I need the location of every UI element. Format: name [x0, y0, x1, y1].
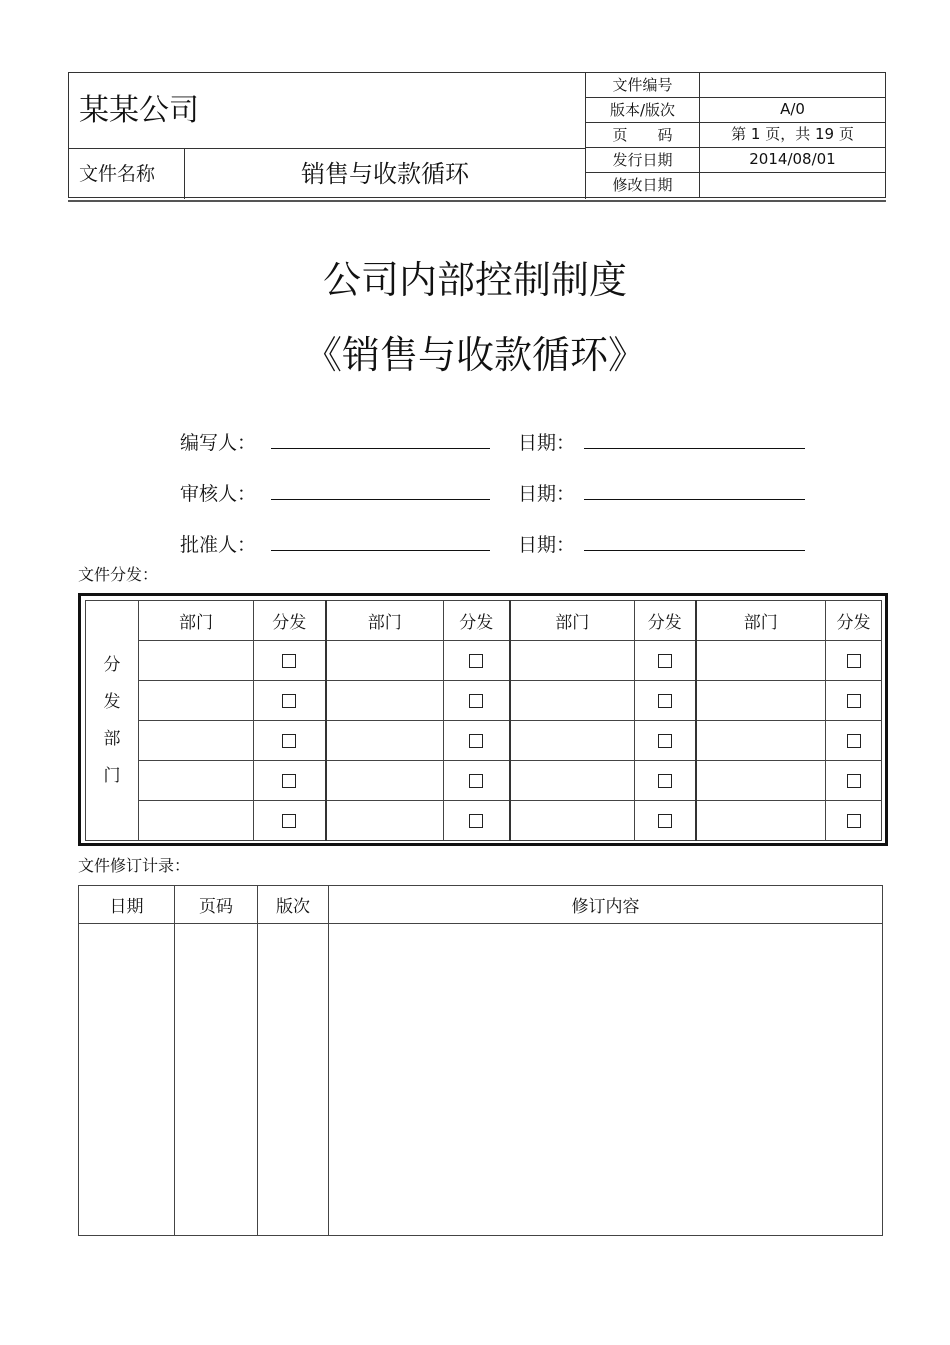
dist-cell: [444, 721, 510, 761]
dept-cell[interactable]: [326, 721, 444, 761]
dist-cell: [635, 721, 696, 761]
checkbox[interactable]: [847, 734, 861, 748]
author-date-label: 日期：: [518, 432, 576, 454]
company-name: 某某公司: [69, 73, 586, 149]
signature-row-author: [180, 428, 820, 458]
meta-key: 版本/版次: [586, 98, 700, 122]
dept-cell[interactable]: [696, 681, 826, 721]
checkbox[interactable]: [282, 814, 296, 828]
meta-value: [700, 73, 885, 97]
meta-value: [700, 173, 885, 198]
dist-cell: [635, 641, 696, 681]
reviewer-label: 审核人：: [180, 483, 257, 505]
dist-cell: [254, 681, 326, 721]
revision-table: [78, 885, 883, 1236]
meta-row-file-number: [586, 73, 885, 98]
revision-cell-version[interactable]: [258, 924, 329, 1236]
dept-cell[interactable]: [696, 801, 826, 841]
meta-key: 文件编号: [586, 73, 700, 97]
dept-cell[interactable]: [139, 801, 254, 841]
dept-header: 部门: [696, 601, 826, 641]
dept-cell[interactable]: [326, 761, 444, 801]
file-name-label: 文件名称: [69, 149, 185, 199]
dist-cell: [635, 801, 696, 841]
dist-cell: [826, 681, 882, 721]
checkbox[interactable]: [282, 774, 296, 788]
header-underline: [68, 200, 886, 202]
meta-row-issue-date: [586, 148, 885, 173]
dept-header: 部门: [139, 601, 254, 641]
checkbox[interactable]: [282, 694, 296, 708]
dept-cell[interactable]: [139, 641, 254, 681]
document-header: [68, 72, 886, 198]
document-subtitle: 《销售与收款循环》: [303, 333, 646, 377]
meta-row-modify-date: [586, 173, 885, 198]
side-char: 发: [103, 691, 121, 712]
checkbox[interactable]: [469, 654, 483, 668]
dist-cell: [635, 761, 696, 801]
dept-header: 部门: [326, 601, 444, 641]
checkbox[interactable]: [658, 654, 672, 668]
side-char: 门: [103, 765, 121, 786]
revision-header-content: 修订内容: [329, 886, 883, 924]
dept-cell[interactable]: [696, 721, 826, 761]
distribution-section-label: 文件分发：: [78, 565, 159, 584]
revision-cell-date[interactable]: [79, 924, 175, 1236]
distribution-table-frame: [78, 593, 888, 846]
approver-date-label: 日期：: [518, 534, 576, 556]
revision-header-date: 日期: [79, 886, 175, 924]
checkbox[interactable]: [282, 734, 296, 748]
revision-header-page: 页码: [175, 886, 258, 924]
revision-cell-page[interactable]: [175, 924, 258, 1236]
checkbox[interactable]: [282, 654, 296, 668]
dist-cell: [444, 801, 510, 841]
dept-cell[interactable]: [510, 801, 635, 841]
checkbox[interactable]: [469, 734, 483, 748]
dist-cell: [254, 641, 326, 681]
checkbox[interactable]: [658, 734, 672, 748]
author-signature-line[interactable]: [271, 448, 490, 449]
dept-cell[interactable]: [139, 761, 254, 801]
side-char: 分: [103, 654, 121, 675]
meta-value: 第 1 页，共 19 页: [731, 125, 854, 143]
dist-cell: [826, 641, 882, 681]
dist-cell: [444, 641, 510, 681]
document-title: 公司内部控制制度: [322, 258, 627, 302]
checkbox[interactable]: [847, 654, 861, 668]
dist-header: 分发: [444, 601, 510, 641]
file-name-value: 销售与收款循环: [185, 149, 586, 199]
dist-cell: [254, 801, 326, 841]
reviewer-date-label: 日期：: [518, 483, 576, 505]
dept-cell[interactable]: [510, 761, 635, 801]
reviewer-signature-line[interactable]: [271, 499, 490, 500]
dist-cell: [826, 761, 882, 801]
dist-header: 分发: [826, 601, 882, 641]
dist-cell: [826, 801, 882, 841]
author-label: 编写人：: [180, 432, 257, 454]
dept-cell[interactable]: [696, 641, 826, 681]
dist-header: 分发: [254, 601, 326, 641]
dist-cell: [254, 761, 326, 801]
meta-row-page: [586, 123, 885, 148]
dept-cell[interactable]: [510, 641, 635, 681]
dept-cell[interactable]: [139, 721, 254, 761]
dept-cell[interactable]: [510, 721, 635, 761]
meta-value: A/0: [780, 100, 805, 118]
signature-row-approver: [180, 530, 820, 560]
dist-header: 分发: [635, 601, 696, 641]
approver-date-line[interactable]: [584, 550, 805, 551]
checkbox[interactable]: [658, 694, 672, 708]
dist-cell: [826, 721, 882, 761]
checkbox[interactable]: [658, 774, 672, 788]
author-date-line[interactable]: [584, 448, 805, 449]
checkbox[interactable]: [469, 814, 483, 828]
dept-cell[interactable]: [326, 641, 444, 681]
meta-row-version: [586, 98, 885, 123]
checkbox[interactable]: [847, 694, 861, 708]
approver-signature-line[interactable]: [271, 550, 490, 551]
checkbox[interactable]: [847, 814, 861, 828]
dept-cell[interactable]: [696, 761, 826, 801]
dist-cell: [444, 761, 510, 801]
dept-cell[interactable]: [326, 681, 444, 721]
meta-key: 发行日期: [586, 148, 700, 172]
checkbox[interactable]: [658, 814, 672, 828]
dept-cell[interactable]: [326, 801, 444, 841]
dept-header: 部门: [510, 601, 635, 641]
meta-key: 页 码: [586, 123, 700, 147]
approver-label: 批准人：: [180, 534, 257, 556]
checkbox[interactable]: [469, 774, 483, 788]
revision-section-label: 文件修订计录：: [78, 856, 191, 875]
distribution-side-label: [86, 601, 139, 841]
dist-cell: [444, 681, 510, 721]
reviewer-date-line[interactable]: [584, 499, 805, 500]
dept-cell[interactable]: [139, 681, 254, 721]
dist-cell: [254, 721, 326, 761]
side-char: 部: [103, 728, 121, 749]
meta-value: 2014/08/01: [749, 150, 836, 168]
distribution-table: [85, 600, 882, 841]
checkbox[interactable]: [847, 774, 861, 788]
signature-row-reviewer: [180, 479, 820, 509]
meta-key: 修改日期: [586, 173, 700, 198]
dept-cell[interactable]: [510, 681, 635, 721]
dist-cell: [635, 681, 696, 721]
revision-header-version: 版次: [258, 886, 329, 924]
checkbox[interactable]: [469, 694, 483, 708]
revision-cell-content[interactable]: [329, 924, 883, 1236]
